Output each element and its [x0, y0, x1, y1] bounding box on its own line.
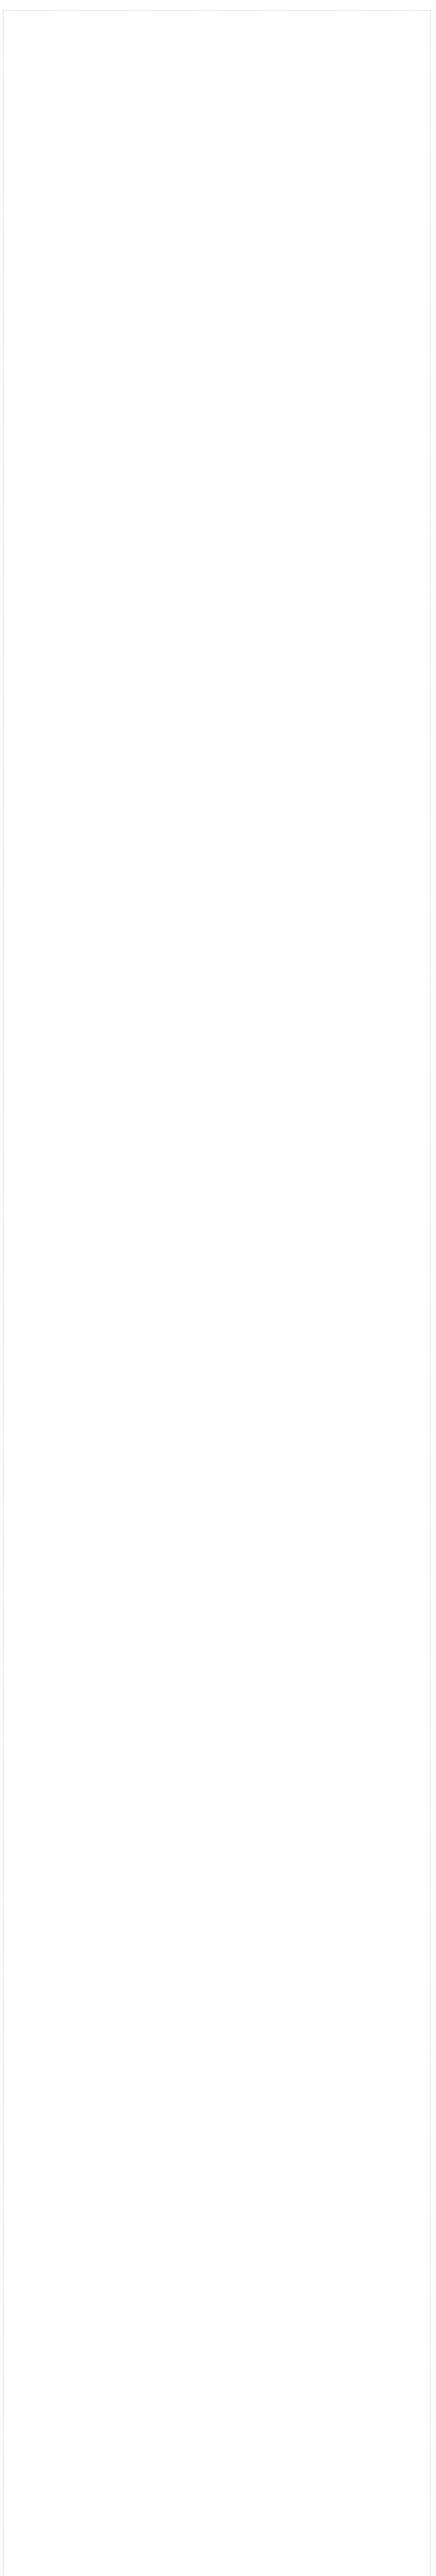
- document-body: [3, 10, 431, 2576]
